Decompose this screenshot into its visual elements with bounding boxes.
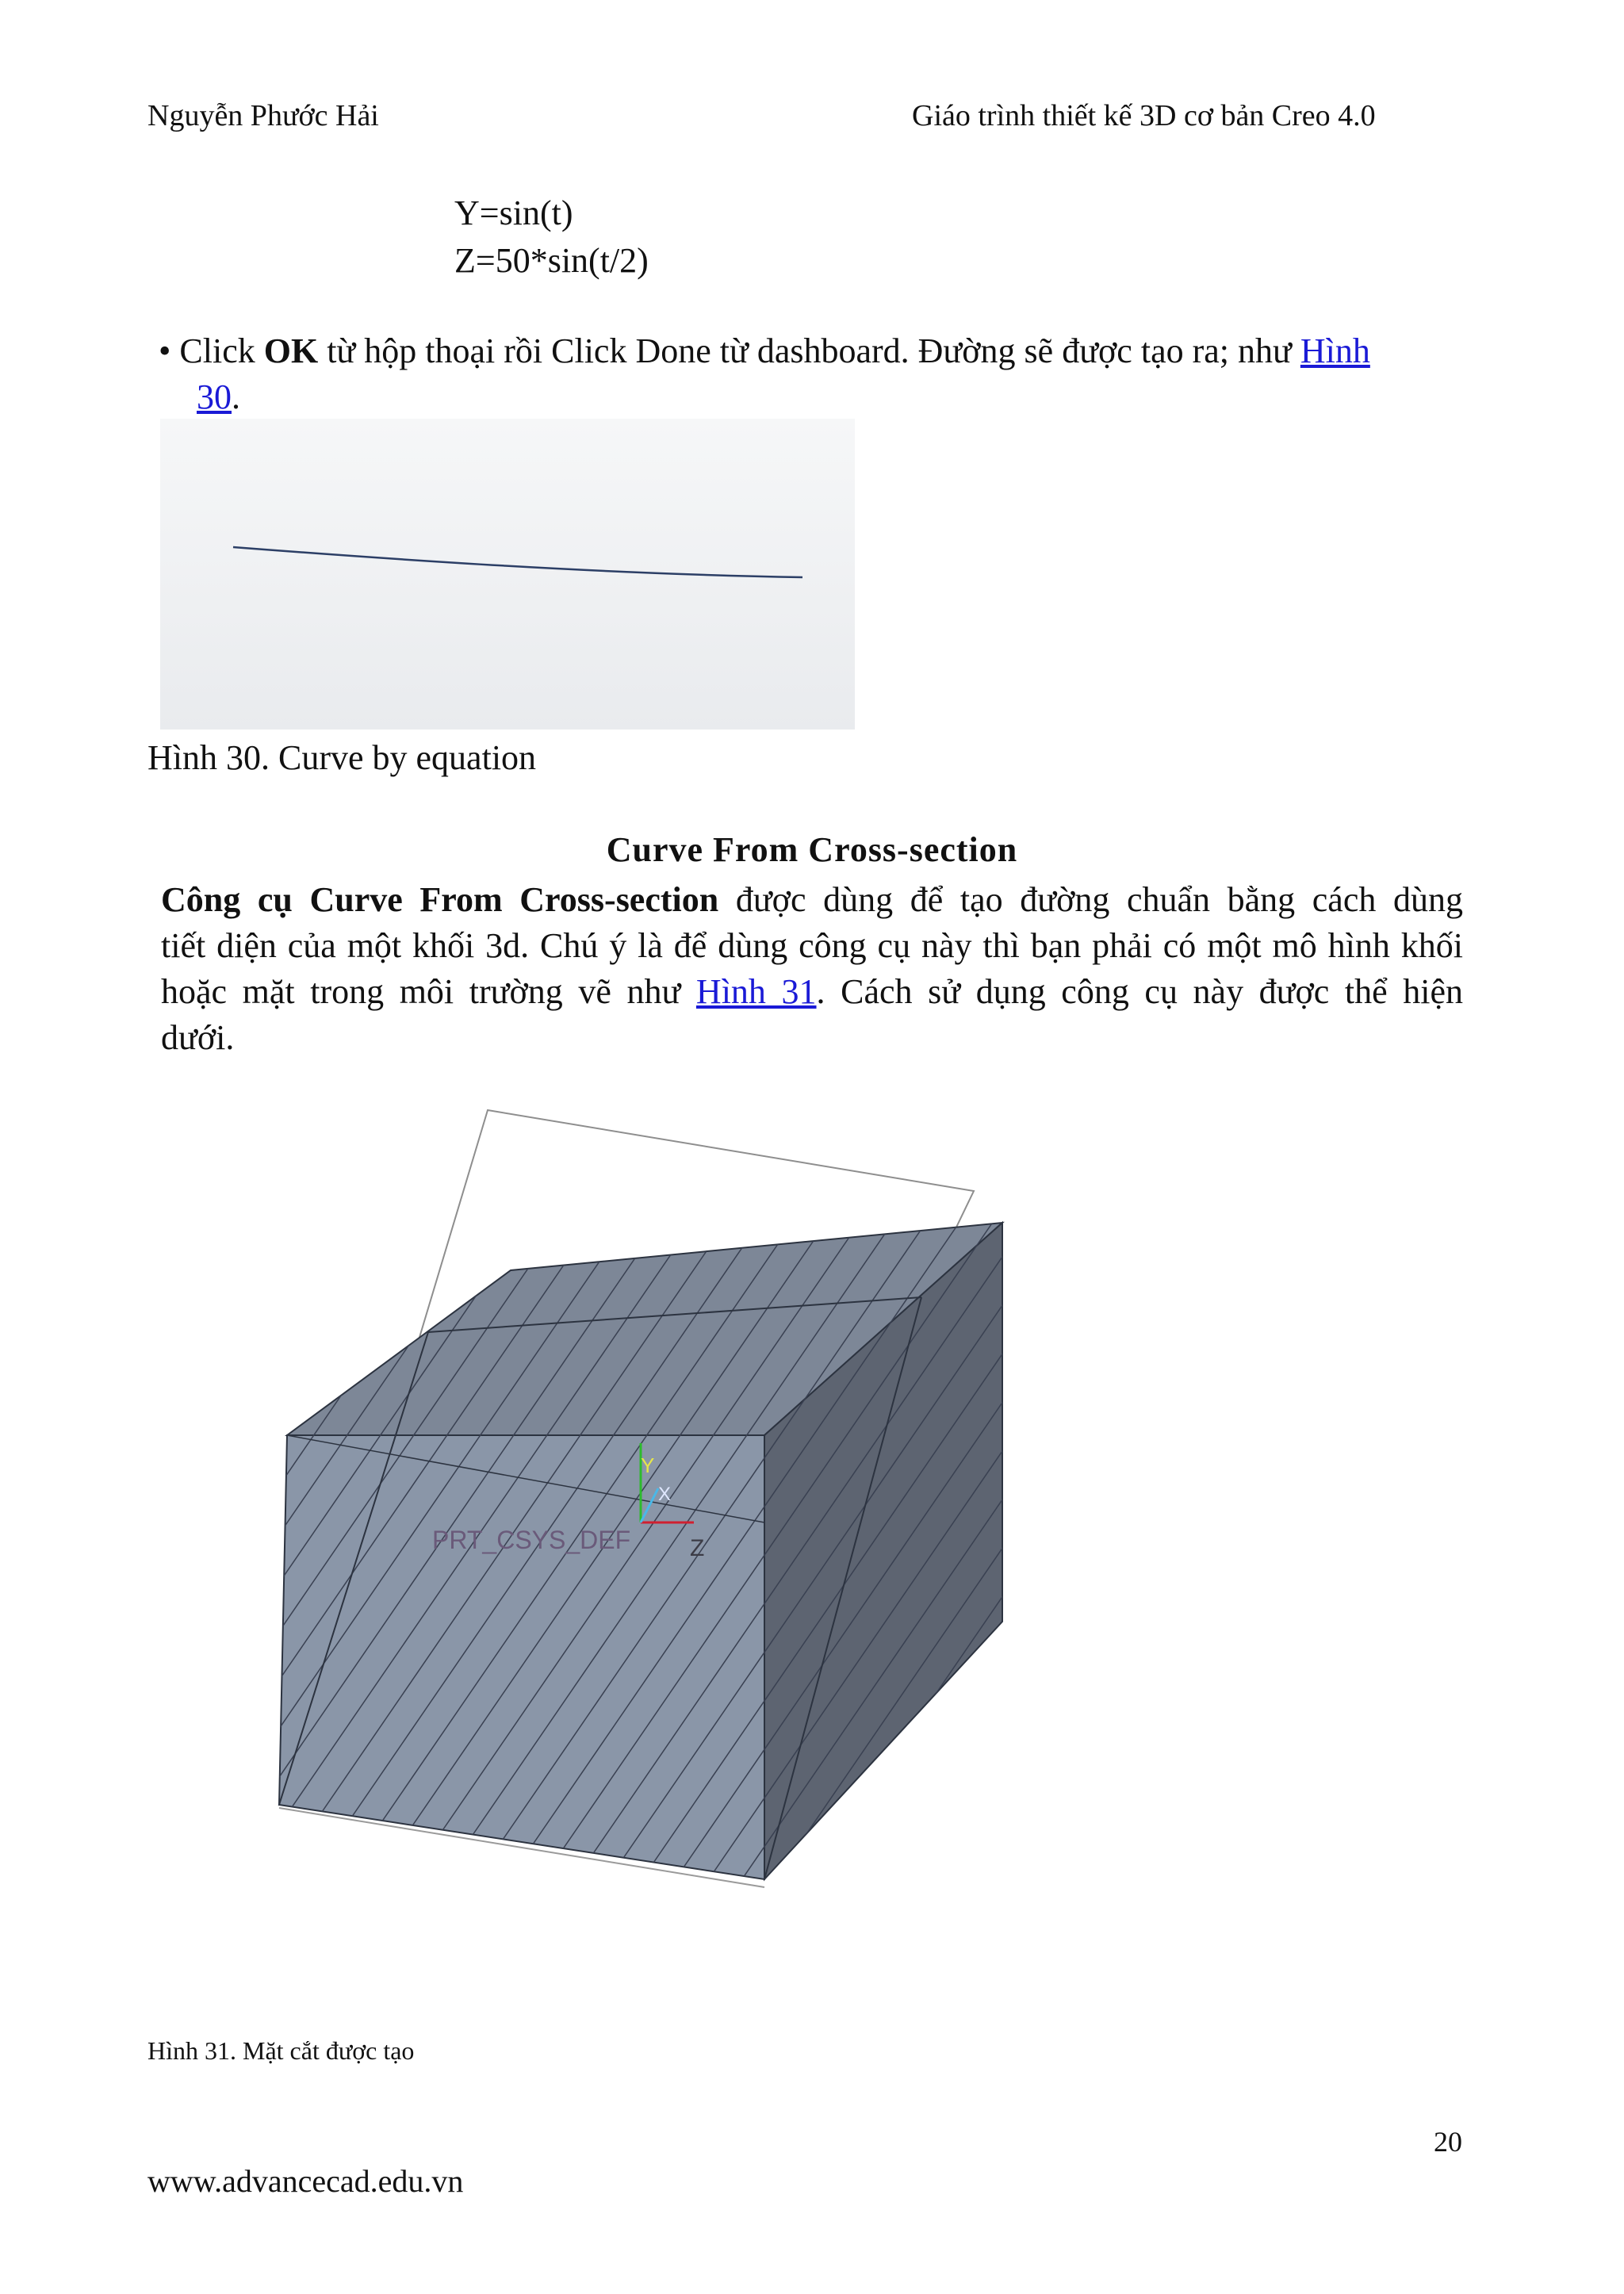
figure-30-image bbox=[160, 419, 855, 730]
bullet-paragraph bbox=[159, 328, 1459, 374]
figure-30-background bbox=[160, 419, 855, 730]
axis-z-label: Z bbox=[690, 1535, 705, 1561]
header-author: Nguyễn Phước Hải bbox=[147, 99, 379, 132]
section-line-3-pre: hoặc mặt trong môi trường vẽ như bbox=[161, 972, 696, 1011]
figure-30-caption: Hình 30. Curve by equation bbox=[147, 738, 537, 777]
bullet-marker: • bbox=[159, 331, 171, 370]
section-line-2: tiết diện của một khối 3d. Chú ý là để dùng công cụ này thì bạn phải có một mô hình khối bbox=[161, 926, 1463, 965]
section-heading: Curve From Cross-section bbox=[606, 830, 1018, 869]
footer-website[interactable]: www.advancecad.edu.vn bbox=[147, 2163, 464, 2199]
section-line-1 bbox=[161, 877, 1463, 923]
equation-y: Y=sin(t) bbox=[454, 193, 573, 232]
section-line-4: dưới. bbox=[161, 1018, 235, 1057]
header-book-title: Giáo trình thiết kế 3D cơ bản Creo 4.0 bbox=[912, 99, 1376, 132]
section-line-1-rest: được dùng để tạo đường chuẩn bằng cách dùng bbox=[718, 880, 1463, 919]
figure-31-caption: Hình 31. Mặt cắt được tạo bbox=[147, 2036, 415, 2065]
bullet-end: . bbox=[232, 377, 240, 416]
figure-30-link-part2[interactable]: 30 bbox=[197, 377, 232, 416]
section-tool-name: Công cụ Curve From Cross-section bbox=[161, 880, 719, 919]
axis-y-label: Y bbox=[641, 1453, 655, 1477]
bullet-text-main: từ hộp thoại rồi Click Done từ dashboard. Đường sẽ được tạo ra; như bbox=[318, 331, 1300, 370]
section-line-3 bbox=[161, 969, 1463, 1015]
figure-31-image bbox=[238, 1063, 1047, 1895]
figure-31-svg bbox=[238, 1063, 1047, 1895]
page-number: 20 bbox=[1434, 2126, 1462, 2158]
ok-emphasis: OK bbox=[263, 331, 319, 370]
equation-z: Z=50*sin(t/2) bbox=[454, 241, 649, 280]
bullet-second-line bbox=[197, 374, 240, 420]
section-line-3-post: . Cách sử dụng công cụ này được thể hiện bbox=[816, 972, 1464, 1011]
figure-30-link-part1[interactable]: Hình bbox=[1300, 331, 1370, 370]
axis-x-label: X bbox=[658, 1484, 672, 1505]
figure-31-link[interactable]: Hình 31 bbox=[695, 972, 817, 1011]
figure-30-svg bbox=[160, 419, 855, 730]
csys-label: PRT_CSYS_DEF bbox=[432, 1526, 631, 1554]
bullet-text-pre: Click bbox=[179, 331, 264, 370]
